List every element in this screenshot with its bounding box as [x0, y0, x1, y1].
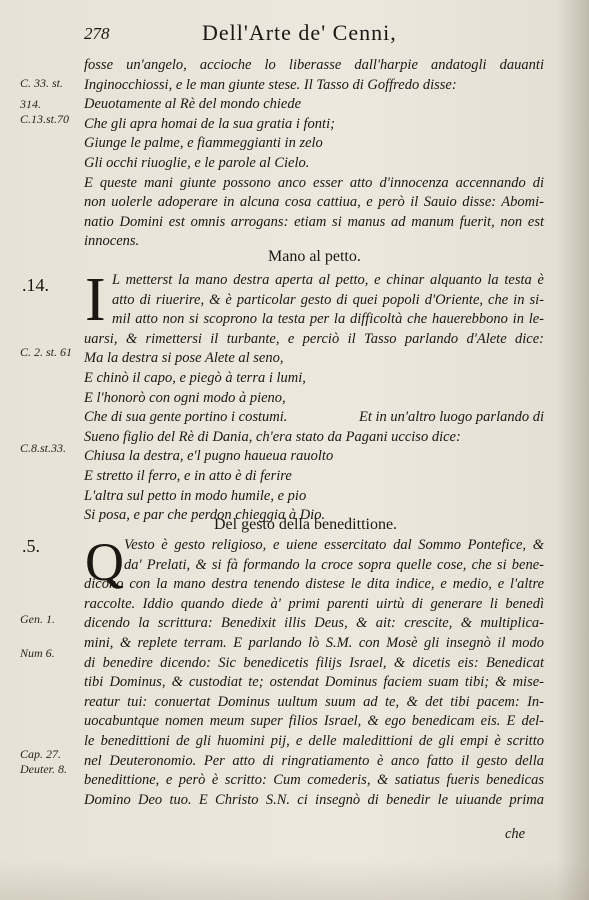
margin-note: C.8.st.33. — [20, 441, 67, 455]
drop-capital: I — [85, 266, 106, 334]
drop-capital: Q — [85, 532, 124, 592]
verse-line: Chiusa la destra, e'l pugno haueua rauolto — [84, 448, 334, 465]
text-line: L metterst la mano destra aperta al petto, e chinar alquanto la testa è — [112, 272, 544, 288]
margin-note: Deuter. 8. — [20, 762, 67, 776]
prose-fragment: Et in un'altro luogo parlando di — [358, 409, 544, 426]
text-line: natio Domini est omnis arrogans: etiam si manus ad manum fuerit, non est — [84, 213, 544, 230]
margin-note: Cap. 27. — [20, 747, 62, 761]
text-line: mil atto non si scoprono la testa per la difficoltà che hauerebbono in le- — [112, 311, 544, 328]
paragraph-block — [84, 56, 544, 252]
facing-page-bleed — [557, 0, 589, 900]
margin-note: C.13.st.70 — [20, 112, 70, 126]
text-line: uarsi, & rimettersi il turbante, e perciò il Tasso parlando d'Alete dice: — [84, 330, 544, 347]
verse-line: E chinò il capo, e piegò à terra i lumi, — [84, 369, 306, 386]
verse-line: Ma la destra si pose Alete al seno, — [84, 350, 284, 367]
text-line: Domino Deo tuo. E Christo S.N. ci insegnò di benedir le uiuande prima — [84, 791, 544, 808]
margin-note: C. 2. st. 61 — [20, 345, 73, 359]
paragraph-block — [84, 575, 544, 810]
verse-line: Deuotamente al Rè del mondo chiede — [84, 96, 302, 113]
catchword: che — [505, 826, 526, 842]
verse-line: E l'honorò con ogni modo à pieno, — [84, 389, 286, 406]
section-heading: Mano al petto. — [268, 248, 361, 265]
text-line: Inginocchiossi, e le man giunte stese. Il Tasso di Goffredo disse: — [84, 76, 457, 93]
text-line: Sueno figlio del Rè di Dania, ch'era stato da Pagani ucciso dice: — [84, 428, 461, 445]
text-line: di benedire dicendo: Sic benedicetis filijs Israel, & dicetis eis: Benedicat — [84, 654, 544, 671]
text-line: tibi Dominus, & custodiat te; ostendat Dominus faciem suam tibi; & mise- — [84, 674, 544, 691]
section-number: .5. — [22, 536, 40, 556]
section-number: .14. — [22, 275, 49, 295]
text-line: mini, & replete terram. E parlando lò S.M. con Mosè gli insegnò il modo — [84, 634, 544, 651]
verse-fragment: Che di sua gente portino i costumi. — [84, 409, 288, 426]
paragraph-block — [124, 536, 544, 575]
text-line: innocens. — [84, 233, 140, 250]
text-line: fosse un'angelo, accioche lo liberasse dall'harpie andatogli dauanti — [84, 57, 544, 73]
section-heading: Del gesto della benedittione. — [214, 516, 398, 533]
verse-line: E stretto il ferro, e in atto è di ferire — [84, 467, 292, 484]
verse-line: Giunge le palme, e fiammeggianti in zelo — [84, 135, 323, 152]
margin-note: C. 33. st. — [20, 76, 64, 90]
paragraph-block — [84, 330, 544, 526]
text-line: le benedittioni de gli huomini pij, e delle maledittioni de gli empi è scritto — [84, 732, 544, 749]
running-title: Dell'Arte de' Cenni, — [202, 20, 397, 45]
page-number: 278 — [84, 24, 110, 43]
verse-line: Gli occhi riuoglie, e le parole al Cielo. — [84, 154, 310, 171]
text-line: benedittione, e però è scritto: Cum comederis, & satiatus fueris benedicas — [84, 772, 544, 789]
text-line: da' Prelati, & si fà formando la croce sopra quelle cose, che si bene- — [124, 556, 544, 573]
verse-line: Si posa, e par che perdon chieggia à Dio. — [84, 507, 326, 524]
page-header — [84, 18, 544, 48]
page-shadow — [0, 860, 589, 900]
text-line: nel Deuteronomio. Per atto di ringratiamento è anco fatto il gesto della — [84, 752, 544, 769]
text-line: Vesto è gesto religioso, e uiene essercitato dal Sommo Pontefice, & — [124, 537, 544, 553]
verse-line: Che gli apra homai de la sua gratia i fonti; — [84, 115, 335, 132]
margin-note: 314. — [20, 97, 41, 111]
text-line: dicendo la scrittura: Benedixit illis Deus, & ait: crescite, & multiplica- — [84, 615, 544, 632]
text-line: uocabuntque nomen meum super filios Israel, & ego benedicam eis. E del- — [84, 713, 544, 730]
text-line — [84, 408, 544, 428]
margin-note: Gen. 1. — [20, 612, 55, 626]
text-line: atto di riuerire, & è particolar gesto di quei popoli d'Oriente, che in si- — [112, 291, 544, 308]
verse-line: L'altra sul petto in modo humile, e pio — [84, 487, 307, 504]
text-line: E queste mani giunte possono anco esser atto d'innocenza accennando di — [84, 174, 544, 191]
text-line: reatur tui: conuertat Dominus uultum suum ad te, & det tibi pacem: In- — [84, 693, 544, 710]
paragraph-block — [112, 271, 544, 330]
text-line: non uolerle adoperare in alcuna cosa cattiua, e però il Sauio disse: Abomi- — [84, 194, 544, 211]
text-line: raccolte. Iddio quando diede à' primi parenti uirtù di generare li benedì — [84, 595, 544, 612]
text-line: dicono con la mano destra tenendo distese le dita indice, e medio, e l'altre — [84, 576, 544, 593]
margin-note: Num 6. — [20, 646, 55, 660]
